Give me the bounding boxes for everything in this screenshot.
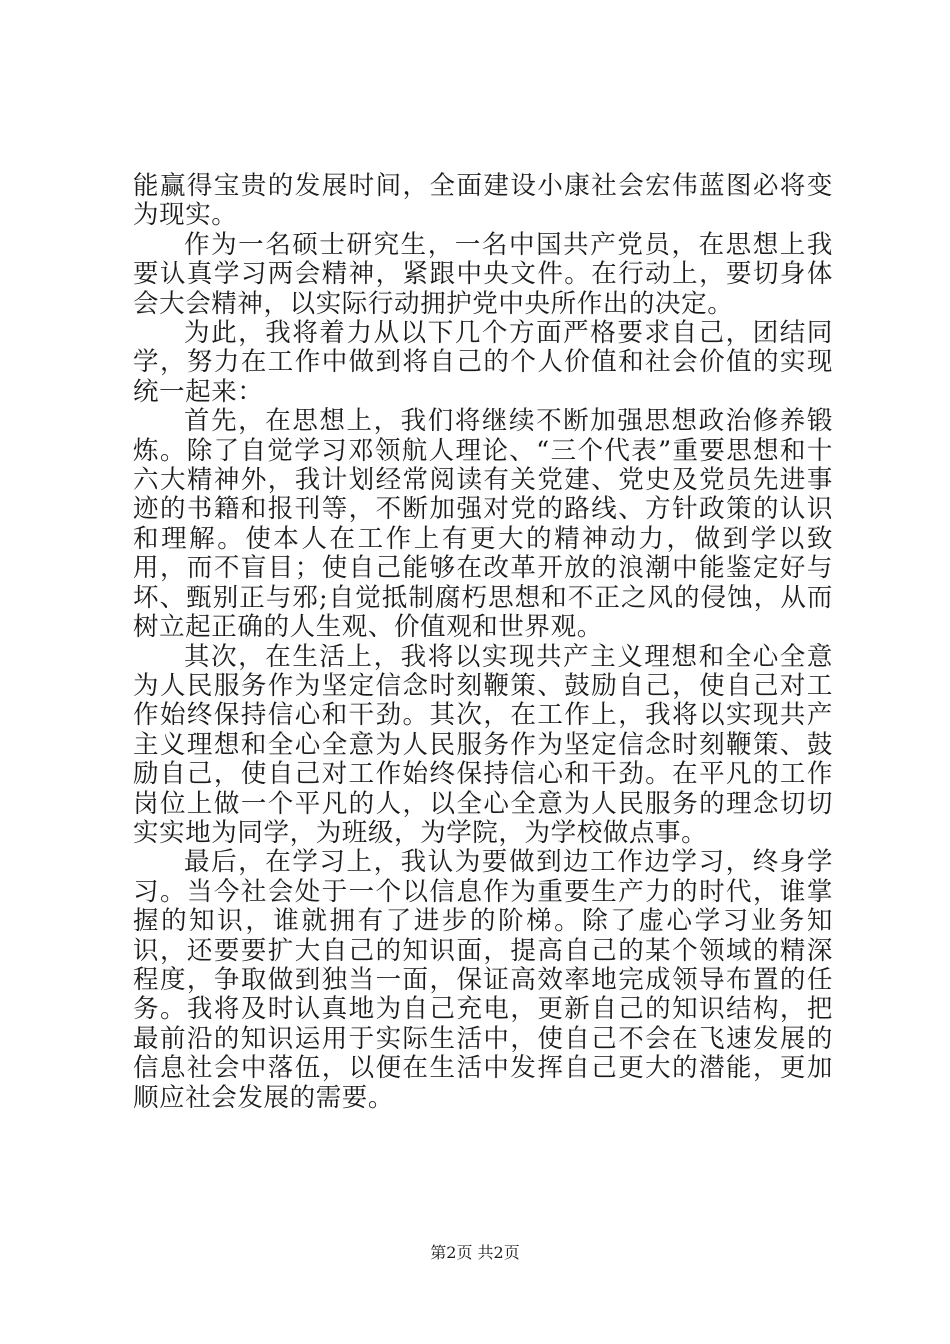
paragraph-identity: 作为一名硕士研究生，一名中国共产党员，在思想上我要认真学习两会精神，紧跟中央文件。在行动上，要切身体会大会精神，以实际行动拥护党中央所作出的决定。 — [133, 229, 833, 319]
paragraph-study: 最后，在学习上，我认为要做到边工作边学习，终身学习。当今社会处于一个以信息作为重要生产力的时代，谁掌握的知识，谁就拥有了进步的阶梯。除了虚心学习业务知识，还要要扩大自己的知识面，提高自己的某个领域的精深程度，争取做到独当一面，保证高效率地完成领导布置的任务。我将及时认真地为自己充电，更新自己的知识结构，把最前沿的知识运用于实际生活中，使自己不会在飞速发展的信息社会中落伍，以便在生活中发挥自己更大的潜能，更加顺应社会发展的需要。 — [133, 847, 833, 1113]
paragraph-thought: 首先，在思想上，我们将继续不断加强思想政治修养锻炼。除了自觉学习邓领航人理论、“三个代表”重要思想和十六大精神外，我计划经常阅读有关党建、党史及党员先进事迹的书籍和报刊等，不断加强对党的路线、方针政策的认识和理解。使本人在工作上有更大的精神动力，做到学以致用，而不盲目；使自己能够在改革开放的浪潮中能鉴定好与坏、甄别正与邪;自觉抵制腐朽思想和不正之风的侵蚀，从而树立起正确的人生观、价值观和世界观。 — [133, 406, 833, 643]
paragraph-intro: 为此，我将着力从以下几个方面严格要求自己，团结同学，努力在工作中做到将自己的个人价值和社会价值的实现统一起来： — [133, 318, 833, 407]
page-footer: 第2页 共2页 — [430, 1243, 520, 1262]
document-body — [133, 172, 833, 1113]
paragraph-continuation: 能赢得宝贵的发展时间，全面建设小康社会宏伟蓝图必将变为现实。 — [133, 171, 833, 231]
paragraph-life: 其次，在生活上，我将以实现共产主义理想和全心全意为人民服务作为坚定信念时刻鞭策、鼓励自己，使自己对工作始终保持信心和干劲。其次，在工作上，我将以实现共产主义理想和全心全意为人民服务作为坚定信念时刻鞭策、鼓励自己，使自己对工作始终保持信心和干劲。在平凡的工作岗位上做一个平凡的人，以全心全意为人民服务的理念切切实实地为同学，为班级，为学院，为学校做点事。 — [133, 641, 833, 848]
